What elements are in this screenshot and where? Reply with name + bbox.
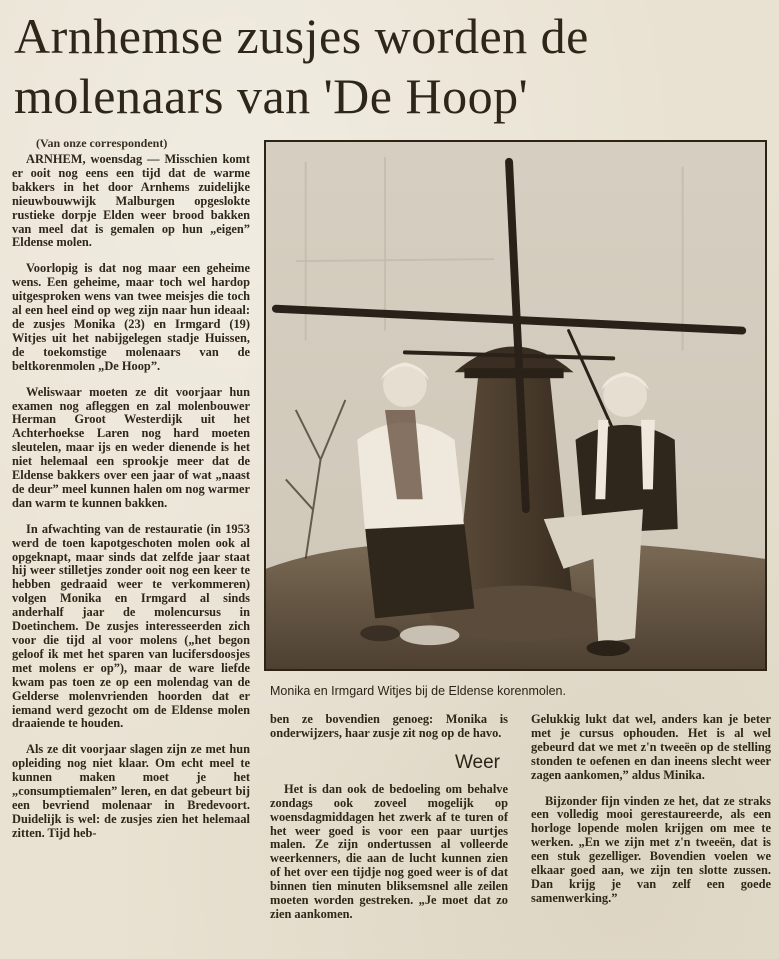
article-column-3 <box>531 713 771 906</box>
byline: (Van onze correspondent) <box>36 136 168 150</box>
photo-caption: Monika en Irmgard Witjes bij de Eldense korenmolen. <box>270 684 566 698</box>
headline-line-2: molenaars van 'De Hoop' <box>14 68 529 124</box>
paragraph: Het is dan ook de bedoeling om behalve zondags ook zoveel mogelijk op woensdagmiddagen het zwerk af te turen of het weer goed is voor een paar uurtjes malen. Ze zijn ondertussen al volleerde weerkenners, die aan de lucht kunnen zien of het over een tijdje nog goed weer is of dat binnen tien minuten bliksemsnel alle zeilen moeten worden gestreken. „Je moet dat zo zien aankomen. <box>270 781 508 921</box>
paragraph: ben ze bovendien genoeg: Monika is onderwijzers, haar zusje zit nog op de havo. <box>270 712 508 740</box>
article-headline <box>14 6 774 126</box>
windmill-photo-illustration <box>266 142 765 669</box>
headline-line-1: Arnhemse zusjes worden de <box>14 8 589 64</box>
article-column-1 <box>12 153 250 841</box>
paragraph: Als ze dit voorjaar slagen zijn ze met hun opleiding nog niet klaar. Om echt meel te kunnen maken moet je het „consumptiemalen” leren, en dat gebeurt bij een bevriend molenaar in Bredevoort. Duidelijk is wel: de zusjes zien het helemaal zitten. Tijd heb- <box>12 742 250 840</box>
paragraph: Bijzonder fijn vinden ze het, dat ze straks een volledig mooi gerestaureerde, als een horloge lopende molen krijgen om mee te werken. „En we zijn met z'n tweeën, dat is een stuk gezelliger. Bovendien voelen we elkaar goed aan, we zijn ten slotte zussen. Dan krijg je van zelf een goede samenwerking.” <box>531 793 771 905</box>
paragraph: Voorlopig is dat nog maar een geheime wens. Een geheime, maar toch wel hardop uitgesproken wens van twee meisjes die toch al een heel eind op weg zijn naar hun ideaal: de zusjes Monika (23) en Irmgard (19) Witjes uit het nabijgelegen stadje Huissen, de toekomstige molenaars van de beltkorenmolen „De Hoop”. <box>12 261 250 373</box>
paragraph: In afwachting van de restauratie (in 1953 werd de toen kapotgeschoten molen ook al opgeknapt, maar sinds dat zelfde jaar staat hij weer stilletjes zonder ooit nog een keer te hebben gedraaid weer te verkommeren) volgen Monika en Irmgard al sinds anderhalf jaar de molencursus in Doetinchem. De zusjes interesseerden zich voor die tijd al voor molens („het begon geloof ik met het sparen van lucifersdoosjes met molens er op”), maar de ware liefde kwam pas toen ze op een molendag van de Gelderse molenvrienden hoorden dat er iemand werd gezocht om de Eldense molen draaiende te houden. <box>12 521 250 731</box>
paragraph: Gelukkig lukt dat wel, anders kan je beter met je cursus ophouden. Het is al wel gebeurd dat we met z'n tweeën op de stelling stonden te oefenen en dan ineens slecht weer zagen aankomen,” aldus Minika. <box>531 712 771 782</box>
subheading: Weer <box>454 751 500 773</box>
paragraph: Weliswaar moeten ze dit voorjaar hun examen nog afleggen en zal molenbouwer Herman Groot Westerdijk uit het Achterhoekse Laren nog hard moeten sleutelen, maar ijs en weder dienende is het niet helemaal een sprookje meer dat de Eldense bakkers over een jaar of wat „naast de deur” meel kunnen halen om nog warmer dan warm te kunnen bakken. <box>12 384 250 510</box>
windmill-photo <box>264 140 767 671</box>
article-column-2 <box>270 713 508 922</box>
paragraph: ARNHEM, woensdag — Misschien komt er ooit nog eens een tijd dat de warme bakkers in het door Arnhems zuidelijke nieuwbouwwijk Malburgen opgeslokte rustieke dorpje Elden weer brood bakken van meel dat is gemalen op hun „eigen” Eldense molen. <box>12 152 250 250</box>
